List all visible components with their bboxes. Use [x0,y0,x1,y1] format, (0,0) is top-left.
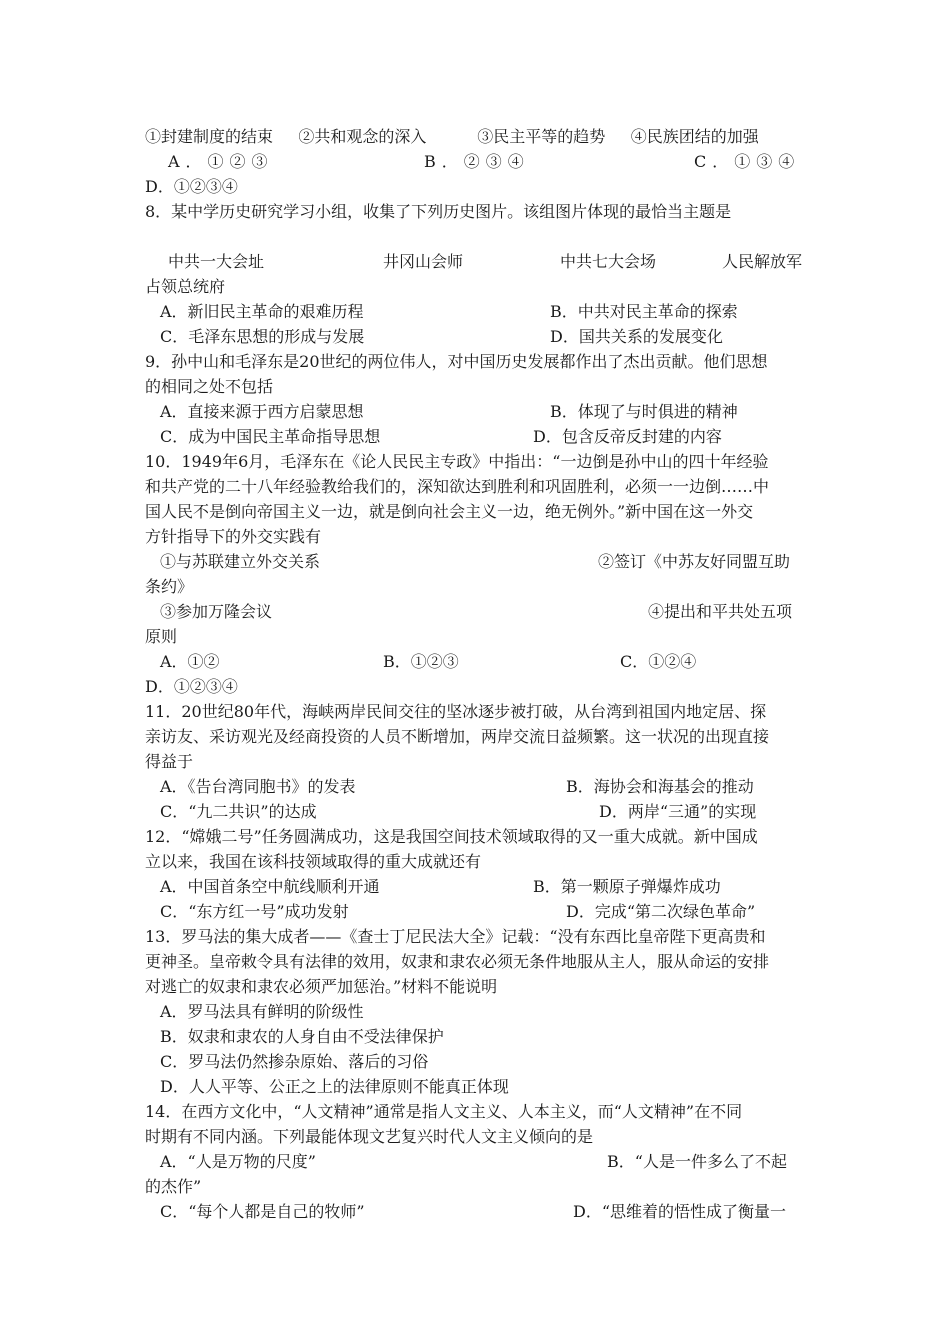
option-d: D．包含反帝反封建的内容 [533,427,722,446]
option-b: B．奴隶和隶农的人身自由不受法律保护 [160,1027,444,1046]
option-a: A．新旧民主革命的艰难历程 [160,302,364,321]
question-9-stem: 9．孙中山和毛泽东是20世纪的两位伟人，对中国历史发展都作出了杰出贡献。他们思想 [145,352,768,371]
option-b: B．②③④ [424,152,530,171]
question-10-stem: 国人民不是倒向帝国主义一边，就是倒向社会主义一边，绝无例外。”新中国在这一外交 [145,502,754,521]
image-caption: 中共一大会址 [168,252,265,271]
question-13-stem: 对逃亡的奴隶和隶农必须严加惩治。”材料不能说明 [145,977,498,996]
question-8-stem: 8．某中学历史研究学习小组，收集了下列历史图片。该组图片体现的最恰当主题是 [145,202,732,221]
option-a: A．“人是万物的尺度” [160,1152,316,1171]
statement-item: ①与苏联建立外交关系 [160,552,321,571]
option-c: C．①②④ [620,652,697,671]
question-12-stem: 立以来，我国在该科技领域取得的重大成就还有 [145,852,482,871]
option-d: D．①②③④ [145,177,238,196]
option-d: D．两岸“三通”的实现 [599,802,757,821]
statement-item: ②签订《中苏友好同盟互助 [598,552,791,571]
option-d: D．①②③④ [145,677,238,696]
question-12-stem: 12．“嫦娥二号”任务圆满成功，这是我国空间技术领域取得的又一重大成就。新中国成 [145,827,758,846]
question-11-stem: 11．20世纪80年代，海峡两岸民间交往的坚冰逐步被打破，从台湾到祖国内地定居、探 [145,702,767,721]
option-a: A．罗马法具有鲜明的阶级性 [160,1002,364,1021]
option-c: C．①③④ [694,152,801,171]
option-b: 的杰作” [145,1177,202,1196]
question-13-stem: 更神圣。皇帝敕令具有法律的效用，奴隶和隶农必须无条件地服从主人，服从命运的安排 [145,952,770,971]
options-list-q7: ①封建制度的结束 ②共和观念的深入 ③民主平等的趋势 ④民族团结的加强 [145,127,759,146]
statement-item: ④提出和平共处五项 [648,602,793,621]
option-c: C．“九二共识”的达成 [160,802,317,821]
question-13-stem: 13．罗马法的集大成者——《查士丁尼民法大全》记载：“没有东西比皇帝陛下更高贵和 [145,927,766,946]
image-caption: 井冈山会师 [383,252,464,271]
question-14-stem: 14．在西方文化中，“人文精神”通常是指人文主义、人本主义，而“人文精神”在不同 [145,1102,743,1121]
option-a: A．①② [160,652,220,671]
question-9-stem: 的相同之处不包括 [145,377,274,396]
option-b: B．海协会和海基会的推动 [566,777,754,796]
option-c: C．成为中国民主革命指导思想 [160,427,381,446]
image-caption: 人民解放军 [722,252,803,271]
option-d: D．完成“第二次绿色革命” [566,902,756,921]
question-11-stem: 亲访友、采访观光及经商投资的人员不断增加，两岸交流日益频繁。这一状况的出现直接 [145,727,770,746]
option-a: A．直接来源于西方启蒙思想 [160,402,364,421]
option-c: C．罗马法仍然掺杂原始、落后的习俗 [160,1052,429,1071]
option-b: B．①②③ [383,652,459,671]
question-14-stem: 时期有不同内涵。下列最能体现文艺复兴时代人文主义倾向的是 [145,1127,594,1146]
option-c: C．“东方红一号”成功发射 [160,902,349,921]
statement-item: 原则 [145,627,178,646]
option-c: C．“每个人都是自己的牧师” [160,1202,365,1221]
option-d: D．人人平等、公正之上的法律原则不能真正体现 [160,1077,509,1096]
statement-item: ③参加万隆会议 [160,602,273,621]
question-11-stem: 得益于 [145,752,194,771]
image-caption: 占领总统府 [145,277,226,296]
question-10-stem: 和共产党的二十八年经验教给我们的，深知欲达到胜利和巩固胜利，必须一一边倒……中 [145,477,770,496]
option-d: D．国共关系的发展变化 [550,327,723,346]
option-a: A．《告台湾同胞书》的发表 [160,777,356,796]
option-c: C．毛泽东思想的形成与发展 [160,327,365,346]
option-b: B．中共对民主革命的探索 [550,302,738,321]
question-10-stem: 10．1949年6月，毛泽东在《论人民民主专政》中指出：“一边倒是孙中山的四十年经验 [145,452,769,471]
option-b: B．第一颗原子弹爆炸成功 [533,877,721,896]
option-b: B．“人是一件多么了不起 [607,1152,787,1171]
option-a: A．①②③ [168,152,274,171]
question-10-stem: 方针指导下的外交实践有 [145,527,322,546]
option-d: D．“思维着的悟性成了衡量一 [573,1202,787,1221]
option-b: B．体现了与时俱进的精神 [550,402,738,421]
option-a: A．中国首条空中航线顺利开通 [160,877,380,896]
statement-item: 条约》 [145,577,194,596]
image-caption: 中共七大会场 [560,252,657,271]
